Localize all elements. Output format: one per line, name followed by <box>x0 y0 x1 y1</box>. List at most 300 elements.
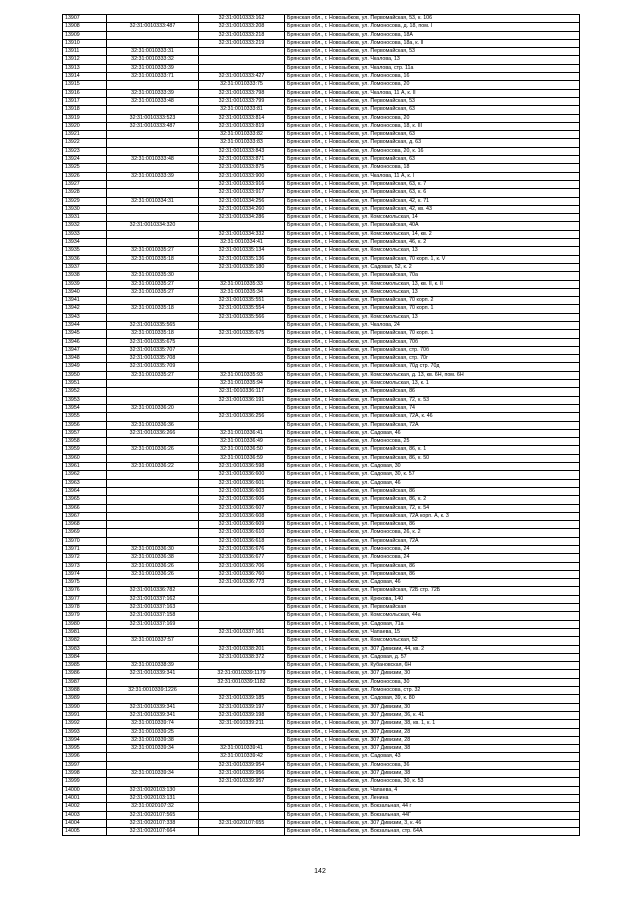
row-number-cell: 13987 <box>63 678 107 686</box>
object-number-cell <box>199 828 285 836</box>
table-row <box>63 355 580 363</box>
parcel-number-cell: 32:31:0010337:158 <box>107 612 199 620</box>
object-number-cell: 32:31:0010336:610 <box>199 529 285 537</box>
row-number-cell: 13989 <box>63 695 107 703</box>
table-row <box>63 612 580 620</box>
address-cell: Брянская обл., г. Новозыбков, ул. Первомайская, 42, к. 71 <box>285 197 580 205</box>
table-row <box>63 89 580 97</box>
address-cell: Брянская обл., г. Новозыбков, ул. Первомайская, 70 корп. 1 <box>285 330 580 338</box>
table-row <box>63 313 580 321</box>
object-number-cell <box>199 687 285 695</box>
object-number-cell: 32:31:0010339:956 <box>199 770 285 778</box>
row-number-cell: 13916 <box>63 89 107 97</box>
table-row <box>63 189 580 197</box>
row-number-cell: 13978 <box>63 604 107 612</box>
table-row <box>63 537 580 545</box>
row-number-cell: 13997 <box>63 761 107 769</box>
address-cell: Брянская обл., г. Новозыбков, ул. Первомайская, 63 <box>285 156 580 164</box>
address-cell: Брянская обл., г. Новозыбков, ул. Вокзальная, 44Г <box>285 811 580 819</box>
parcel-number-cell: 32:31:0010335:18 <box>107 330 199 338</box>
address-cell: Брянская обл., г. Новозыбков, ул. Чкалова, 13 <box>285 56 580 64</box>
table-row <box>63 546 580 554</box>
parcel-number-cell: 32:31:0010335:709 <box>107 363 199 371</box>
object-number-cell <box>199 587 285 595</box>
table-row <box>63 255 580 263</box>
row-number-cell: 13957 <box>63 429 107 437</box>
object-number-cell: 32:31:0010333:75 <box>199 81 285 89</box>
parcel-number-cell <box>107 521 199 529</box>
row-number-cell: 13943 <box>63 313 107 321</box>
parcel-number-cell: 32:31:0010336:782 <box>107 587 199 595</box>
object-number-cell: 32:31:0010333:871 <box>199 156 285 164</box>
table-row <box>63 380 580 388</box>
table-row <box>63 139 580 147</box>
row-number-cell: 13940 <box>63 288 107 296</box>
parcel-number-cell: 32:31:0010337:169 <box>107 620 199 628</box>
address-cell: Брянская обл., г. Новозыбков, ул. Ломоносова, стр. 32 <box>285 687 580 695</box>
address-cell: Брянская обл., г. Новозыбков, ул. Первомайская, 40А <box>285 222 580 230</box>
row-number-cell: 13992 <box>63 720 107 728</box>
table-row <box>63 770 580 778</box>
table-row <box>63 247 580 255</box>
row-number-cell: 13921 <box>63 131 107 139</box>
object-number-cell: 32:31:0010333:208 <box>199 23 285 31</box>
table-row <box>63 222 580 230</box>
parcel-number-cell <box>107 537 199 545</box>
parcel-number-cell: 32:31:0010335:707 <box>107 346 199 354</box>
row-number-cell: 13910 <box>63 39 107 47</box>
row-number-cell: 13968 <box>63 521 107 529</box>
parcel-number-cell: 32:31:0010333:32 <box>107 56 199 64</box>
address-cell: Брянская обл., г. Новозыбков, ул. Первомайская, 86 <box>285 570 580 578</box>
object-number-cell: 32:31:0010336:760 <box>199 570 285 578</box>
address-cell: Брянская обл., г. Новозыбков, ул. Первомайская, 86 <box>285 388 580 396</box>
table-row <box>63 197 580 205</box>
table-row <box>63 23 580 31</box>
object-number-cell: 32:31:0010336:256 <box>199 413 285 421</box>
table-row <box>63 321 580 329</box>
address-cell: Брянская обл., г. Новозыбков, ул. Первомайская, 42, кв. 43 <box>285 205 580 213</box>
object-number-cell: 32:31:0010333:798 <box>199 89 285 97</box>
row-number-cell: 13927 <box>63 180 107 188</box>
row-number-cell: 13986 <box>63 670 107 678</box>
parcel-number-cell <box>107 131 199 139</box>
table-row <box>63 404 580 412</box>
row-number-cell: 13931 <box>63 214 107 222</box>
address-cell: Брянская обл., г. Новозыбков, ул. 307 Дивизии, 38 <box>285 770 580 778</box>
table-row <box>63 828 580 836</box>
row-number-cell: 13935 <box>63 247 107 255</box>
table-row <box>63 496 580 504</box>
object-number-cell <box>199 604 285 612</box>
table-row <box>63 263 580 271</box>
address-cell: Брянская обл., г. Новозыбков, ул. Первомайская, 63, к. 6 <box>285 189 580 197</box>
table-row <box>63 794 580 802</box>
table-row <box>63 521 580 529</box>
address-cell: Брянская обл., г. Новозыбков, ул. 307 Дивизии, 38 <box>285 745 580 753</box>
table-row <box>63 81 580 89</box>
address-cell: Брянская обл., г. Новозыбков, ул. Комсомольская, д. 13, кв. 6Н, пом. 6Н <box>285 371 580 379</box>
address-cell: Брянская обл., г. Новозыбков, ул. Ломоносова, 18А <box>285 31 580 39</box>
parcel-number-cell: 32:31:0010336:36 <box>107 421 199 429</box>
object-number-cell: 32:31:0010333:917 <box>199 189 285 197</box>
object-number-cell: 32:31:0010336:603 <box>199 487 285 495</box>
address-cell: Брянская обл., г. Новозыбков, ул. Комсомольская, 44а <box>285 612 580 620</box>
object-number-cell: 32:31:0010336:117 <box>199 388 285 396</box>
table-row <box>63 363 580 371</box>
parcel-number-cell: 32:31:0010333:487 <box>107 122 199 130</box>
parcel-number-cell <box>107 628 199 636</box>
object-number-cell: 32:31:0010335:566 <box>199 313 285 321</box>
parcel-number-cell: 32:31:0010337:57 <box>107 637 199 645</box>
address-cell: Брянская обл., г. Новозыбков, ул. 307 Дивизии, 3, к. 46 <box>285 819 580 827</box>
address-cell: Брянская обл., г. Новозыбков, ул. Ломоносова, д. 18, пом. I <box>285 23 580 31</box>
row-number-cell: 13912 <box>63 56 107 64</box>
object-number-cell: 32:31:0010335:675 <box>199 330 285 338</box>
address-cell: Брянская обл., г. Новозыбков, ул. Первомайская, 63 <box>285 106 580 114</box>
row-number-cell: 13923 <box>63 147 107 155</box>
object-number-cell: 32:31:0010336:601 <box>199 479 285 487</box>
row-number-cell: 13932 <box>63 222 107 230</box>
row-number-cell: 13909 <box>63 31 107 39</box>
object-number-cell: 32:31:0010333:900 <box>199 172 285 180</box>
row-number-cell: 13945 <box>63 330 107 338</box>
parcel-number-cell <box>107 31 199 39</box>
table-row <box>63 97 580 105</box>
object-number-cell: 32:31:0010333:799 <box>199 97 285 105</box>
row-number-cell: 13913 <box>63 64 107 72</box>
table-row <box>63 205 580 213</box>
address-cell: Брянская обл., г. Новозыбков, ул. Первомайская, 70д стр. 70д <box>285 363 580 371</box>
parcel-number-cell: 32:31:0010336:266 <box>107 429 199 437</box>
row-number-cell: 13985 <box>63 662 107 670</box>
table-row <box>63 230 580 238</box>
object-number-cell: 32:31:0010333:218 <box>199 31 285 39</box>
address-cell: Брянская обл., г. Новозыбков, ул. Ломоносова, 18а, к. II <box>285 39 580 47</box>
row-number-cell: 13958 <box>63 438 107 446</box>
address-cell: Брянская обл., г. Новозыбков, ул. Вокзальная, стр. 64А <box>285 828 580 836</box>
address-cell: Брянская обл., г. Новозыбков, ул. Первомайская, 53 <box>285 97 580 105</box>
parcel-number-cell <box>107 504 199 512</box>
address-cell: Брянская обл., г. Новозыбков, ул. Ломоносова, 24 <box>285 546 580 554</box>
parcel-number-cell: 32:31:0010333:48 <box>107 156 199 164</box>
parcel-number-cell <box>107 753 199 761</box>
row-number-cell: 13969 <box>63 529 107 537</box>
address-cell: Брянская обл., г. Новозыбков, ул. Первомайская, 63 <box>285 131 580 139</box>
address-cell: Брянская обл., г. Новозыбков, ул. Ломоносова, 20 <box>285 81 580 89</box>
object-number-cell <box>199 56 285 64</box>
row-number-cell: 14003 <box>63 811 107 819</box>
address-cell: Брянская обл., г. Новозыбков, ул. Комсомольская, 13, кв. II, к. II <box>285 280 580 288</box>
parcel-number-cell <box>107 205 199 213</box>
table-row <box>63 297 580 305</box>
table-row <box>63 413 580 421</box>
object-number-cell: 32:31:0010339:198 <box>199 711 285 719</box>
row-number-cell: 13996 <box>63 753 107 761</box>
row-number-cell: 13951 <box>63 380 107 388</box>
table-row <box>63 172 580 180</box>
table-row <box>63 819 580 827</box>
address-cell: Брянская обл., г. Новозыбков, ул. Комсомольская, 13 <box>285 313 580 321</box>
parcel-number-cell: 32:31:0010339:341 <box>107 711 199 719</box>
parcel-number-cell: 32:31:0010333:71 <box>107 73 199 81</box>
address-cell: Брянская обл., г. Новозыбков, ул. 307 Дивизии, 28 <box>285 728 580 736</box>
row-number-cell: 13988 <box>63 687 107 695</box>
parcel-number-cell <box>107 180 199 188</box>
object-number-cell <box>199 48 285 56</box>
row-number-cell: 13960 <box>63 454 107 462</box>
row-number-cell: 13976 <box>63 587 107 595</box>
row-number-cell: 13972 <box>63 554 107 562</box>
address-cell: Брянская обл., г. Новозыбков, ул. Ломоносова, 24 <box>285 554 580 562</box>
row-number-cell: 13939 <box>63 280 107 288</box>
parcel-number-cell: 32:31:0020103:130 <box>107 786 199 794</box>
address-cell: Брянская обл., г. Новозыбков, ул. Садовая, 46 <box>285 429 580 437</box>
parcel-number-cell: 32:31:0010333:39 <box>107 64 199 72</box>
object-number-cell <box>199 637 285 645</box>
address-cell: Брянская обл., г. Новозыбков, ул. Первомайская, стр. 70г <box>285 355 580 363</box>
object-number-cell <box>199 321 285 329</box>
object-number-cell: 32:31:0010333:819 <box>199 122 285 130</box>
parcel-number-cell: 32:31:0010334:31 <box>107 197 199 205</box>
row-number-cell: 13990 <box>63 703 107 711</box>
table-row <box>63 753 580 761</box>
object-number-cell: 32:31:0010339:1182 <box>199 678 285 686</box>
object-number-cell <box>199 736 285 744</box>
table-row <box>63 421 580 429</box>
table-row <box>63 180 580 188</box>
row-number-cell: 13959 <box>63 446 107 454</box>
object-number-cell: 32:31:0010333:81 <box>199 106 285 114</box>
parcel-number-cell <box>107 471 199 479</box>
row-number-cell: 13941 <box>63 297 107 305</box>
table-row <box>63 31 580 39</box>
parcel-number-cell <box>107 579 199 587</box>
address-cell: Брянская обл., г. Новозыбков, ул. Крюкова, 140 <box>285 595 580 603</box>
row-number-cell: 13971 <box>63 546 107 554</box>
parcel-number-cell <box>107 529 199 537</box>
object-number-cell: 32:31:0010339:957 <box>199 778 285 786</box>
address-cell: Брянская обл., г. Новозыбков, ул. Первомайская, 72А <box>285 537 580 545</box>
parcel-number-cell: 32:31:0010339:74 <box>107 720 199 728</box>
address-cell: Брянская обл., г. Новозыбков, ул. Ленина <box>285 794 580 802</box>
parcel-number-cell <box>107 39 199 47</box>
parcel-number-cell <box>107 438 199 446</box>
table-row <box>63 147 580 155</box>
address-cell: Брянская обл., г. Новозыбков, ул. Первомайская, 70а <box>285 272 580 280</box>
object-number-cell: 32:31:0010336:609 <box>199 521 285 529</box>
table-row <box>63 48 580 56</box>
object-number-cell <box>199 355 285 363</box>
table-row <box>63 39 580 47</box>
object-number-cell: 32:31:0010336:598 <box>199 463 285 471</box>
parcel-number-cell <box>107 761 199 769</box>
table-row <box>63 695 580 703</box>
address-cell: Брянская обл., г. Новозыбков, ул. Первомайская, 72, к. 53 <box>285 396 580 404</box>
row-number-cell: 13907 <box>63 15 107 23</box>
object-number-cell: 32:31:0010335:93 <box>199 371 285 379</box>
parcel-number-cell <box>107 778 199 786</box>
parcel-number-cell <box>107 147 199 155</box>
address-cell: Брянская обл., г. Новозыбков, ул. Садовая, 39, к. 80 <box>285 695 580 703</box>
parcel-number-cell: 32:31:0020107:32 <box>107 803 199 811</box>
row-number-cell: 13942 <box>63 305 107 313</box>
row-number-cell: 13933 <box>63 230 107 238</box>
row-number-cell: 13983 <box>63 645 107 653</box>
object-number-cell <box>199 811 285 819</box>
row-number-cell: 13922 <box>63 139 107 147</box>
address-cell: Брянская обл., г. Новозыбков, ул. Чкалова, стр. 11а <box>285 64 580 72</box>
table-row <box>63 214 580 222</box>
table-row <box>63 778 580 786</box>
row-number-cell: 13949 <box>63 363 107 371</box>
row-number-cell: 13965 <box>63 496 107 504</box>
parcel-number-cell: 32:31:0010336:26 <box>107 570 199 578</box>
table-row <box>63 570 580 578</box>
object-number-cell: 32:31:0010335:136 <box>199 255 285 263</box>
parcel-number-cell: 32:31:0020103:131 <box>107 794 199 802</box>
row-number-cell: 13934 <box>63 239 107 247</box>
object-number-cell: 32:31:0010336:618 <box>199 537 285 545</box>
table-row <box>63 736 580 744</box>
row-number-cell: 13966 <box>63 504 107 512</box>
object-number-cell <box>199 64 285 72</box>
row-number-cell: 13915 <box>63 81 107 89</box>
object-number-cell <box>199 620 285 628</box>
object-number-cell <box>199 338 285 346</box>
parcel-number-cell: 32:31:0010336:26 <box>107 446 199 454</box>
address-cell: Брянская обл., г. Новозыбков, ул. Комсомольская, 13 <box>285 288 580 296</box>
address-cell: Брянская обл., г. Новозыбков, ул. Первомайская, 70 корп. 2 <box>285 297 580 305</box>
row-number-cell: 13977 <box>63 595 107 603</box>
address-cell: Брянская обл., г. Новозыбков, ул. 307 Дивизии, 44, кв. 2 <box>285 645 580 653</box>
row-number-cell: 14001 <box>63 794 107 802</box>
parcel-number-cell: 32:31:0010335:675 <box>107 338 199 346</box>
object-number-cell: 32:31:0010333:82 <box>199 131 285 139</box>
address-cell: Брянская обл., г. Новозыбков, ул. Первомайская, 86, к. 2 <box>285 496 580 504</box>
address-cell: Брянская обл., г. Новозыбков, ул. Ломоносова, 30 <box>285 678 580 686</box>
object-number-cell: 32:31:0010333:843 <box>199 147 285 155</box>
address-cell: Брянская обл., г. Новозыбков, ул. Садовая, 46 <box>285 479 580 487</box>
address-cell: Брянская обл., г. Новозыбков, ул. Первомайская, 53, к. 106 <box>285 15 580 23</box>
address-cell: Брянская обл., г. Новозыбков, ул. Первомайская, 86 <box>285 521 580 529</box>
address-cell: Брянская обл., г. Новозыбков, ул. Садовая, 30, к. 57 <box>285 471 580 479</box>
object-number-cell: 32:31:0010335:554 <box>199 305 285 313</box>
table-row <box>63 122 580 130</box>
address-cell: Брянская обл., г. Новозыбков, ул. Садовая, 43 <box>285 753 580 761</box>
address-cell: Брянская обл., г. Новозыбков, ул. Первомайская, 72А корп. А, к. 3 <box>285 512 580 520</box>
object-number-cell: 32:31:0010339:954 <box>199 761 285 769</box>
parcel-number-cell: 32:31:0010333:39 <box>107 89 199 97</box>
table-row <box>63 562 580 570</box>
table-row <box>63 454 580 462</box>
row-number-cell: 13964 <box>63 487 107 495</box>
address-cell: Брянская обл., г. Новозыбков, ул. Комсомольская, 13 <box>285 247 580 255</box>
row-number-cell: 13926 <box>63 172 107 180</box>
object-number-cell: 32:31:0010336:608 <box>199 512 285 520</box>
row-number-cell: 13938 <box>63 272 107 280</box>
address-cell: Брянская обл., г. Новозыбков, ул. Первомайская, 86 <box>285 562 580 570</box>
row-number-cell: 13999 <box>63 778 107 786</box>
object-number-cell: 32:31:0010333:916 <box>199 180 285 188</box>
object-number-cell: 32:31:0010335:180 <box>199 263 285 271</box>
parcel-number-cell <box>107 695 199 703</box>
table-row <box>63 64 580 72</box>
address-cell: Брянская обл., г. Новозыбков, ул. Садовая, 52, к. 2 <box>285 263 580 271</box>
row-number-cell: 13994 <box>63 736 107 744</box>
row-number-cell: 13947 <box>63 346 107 354</box>
parcel-number-cell <box>107 164 199 172</box>
row-number-cell: 13970 <box>63 537 107 545</box>
parcel-number-cell: 32:31:0010336:30 <box>107 546 199 554</box>
object-number-cell: 32:31:0010339:42 <box>199 753 285 761</box>
object-number-cell: 32:31:0010335:94 <box>199 380 285 388</box>
table-row <box>63 288 580 296</box>
parcel-number-cell <box>107 239 199 247</box>
parcel-number-cell: 32:31:0010335:708 <box>107 355 199 363</box>
table-row <box>63 338 580 346</box>
parcel-number-cell <box>107 106 199 114</box>
address-cell: Брянская обл., г. Новозыбков, ул. Кубановская, 6Н <box>285 662 580 670</box>
parcel-number-cell: 32:31:0010339:341 <box>107 703 199 711</box>
table-row <box>63 446 580 454</box>
address-cell: Брянская обл., г. Новозыбков, ул. Ломоносова, 16 <box>285 73 580 81</box>
address-cell: Брянская обл., г. Новозыбков, ул. Ломоносова, 20 <box>285 114 580 122</box>
object-number-cell: 32:31:0010336:677 <box>199 554 285 562</box>
address-cell: Брянская обл., г. Новозыбков, ул. Первомайская, 70 корп. 1, к. V <box>285 255 580 263</box>
row-number-cell: 13952 <box>63 388 107 396</box>
row-number-cell: 13919 <box>63 114 107 122</box>
parcel-number-cell <box>107 653 199 661</box>
parcel-number-cell <box>107 487 199 495</box>
address-cell: Брянская обл., г. Новозыбков, ул. Чкалова, 11 А, к. II <box>285 89 580 97</box>
object-number-cell: 32:31:0010336:600 <box>199 471 285 479</box>
parcel-number-cell: 32:31:0010339:25 <box>107 728 199 736</box>
table-row <box>63 305 580 313</box>
table-row <box>63 703 580 711</box>
row-number-cell: 13963 <box>63 479 107 487</box>
address-cell: Брянская обл., г. Новозыбков, ул. 307 Дивизии, 36, к. 41 <box>285 711 580 719</box>
object-number-cell: 32:31:0010333:162 <box>199 15 285 23</box>
table-row <box>63 745 580 753</box>
parcel-number-cell: 32:31:0010335:30 <box>107 272 199 280</box>
object-number-cell: 32:31:0010336:606 <box>199 496 285 504</box>
table-row <box>63 678 580 686</box>
row-number-cell: 13937 <box>63 263 107 271</box>
object-number-cell: 32:31:0010336:676 <box>199 546 285 554</box>
row-number-cell: 13961 <box>63 463 107 471</box>
parcel-number-cell: 32:31:0010337:162 <box>107 595 199 603</box>
register-table <box>62 14 580 836</box>
table-row <box>63 637 580 645</box>
object-number-cell <box>199 404 285 412</box>
table-row <box>63 438 580 446</box>
object-number-cell: 32:31:0010334:260 <box>199 205 285 213</box>
row-number-cell: 14004 <box>63 819 107 827</box>
parcel-number-cell <box>107 396 199 404</box>
parcel-number-cell <box>107 413 199 421</box>
table-row <box>63 595 580 603</box>
row-number-cell: 13954 <box>63 404 107 412</box>
object-number-cell: 32:31:0010334:256 <box>199 197 285 205</box>
object-number-cell: 32:31:0010333:814 <box>199 114 285 122</box>
address-cell: Брянская обл., г. Новозыбков, ул. Первомайская, 72Б стр. 72Б <box>285 587 580 595</box>
row-number-cell: 13984 <box>63 653 107 661</box>
object-number-cell: 32:31:0010333:83 <box>199 139 285 147</box>
parcel-number-cell <box>107 380 199 388</box>
table-row <box>63 786 580 794</box>
object-number-cell: 32:31:0010338:372 <box>199 653 285 661</box>
